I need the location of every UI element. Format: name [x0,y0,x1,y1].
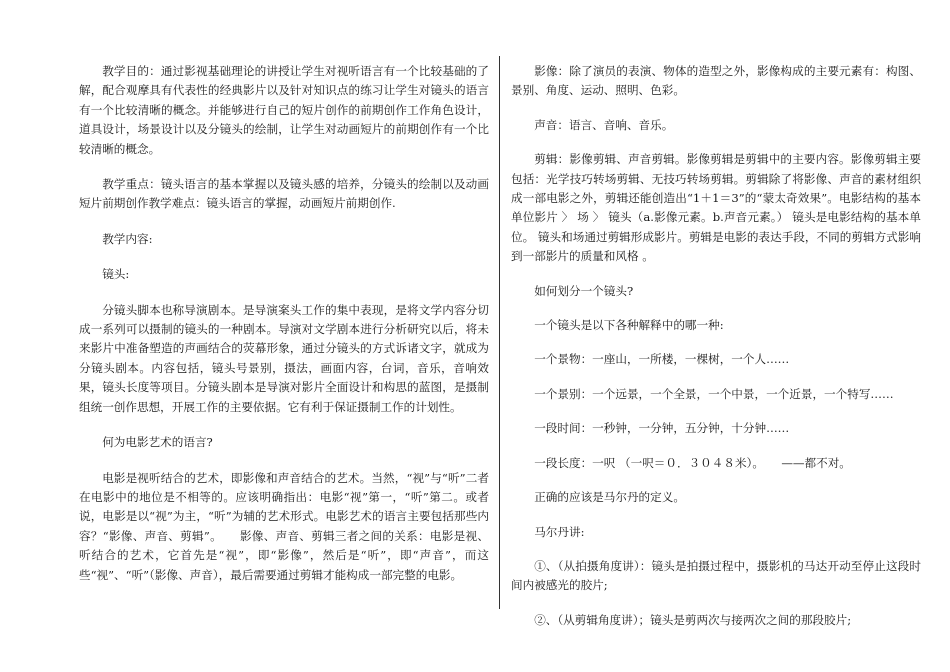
teaching-content-heading: 教学内容: [102,231,153,246]
how-to-divide-shot-question: 如何划分一个镜头? [534,283,634,298]
shot-heading: 镜头: [102,267,130,282]
shot-size-example: 一个景别：一个远景，一个全景，一个中景，一个近景，一个特写…… [534,386,894,401]
teaching-objective-paragraph: 教学目的：通过影视基础理论的讲授让学生对视听语言有一个比较基础的了解，配合观摩具有代表性的经典影片以及针对知识点的练习让学生对镜头的语言有一个比较清晰的概念。并能够进行自己的短片创作的前期创作工作角色设计，道具设计，场景设计以及分镜头的绘制，让学生对动画短片的前期创作有一个比较清晰的概念。 [79,64,489,156]
scene-example: 一个景物：一座山，一所楼，一棵树，一个人…… [534,352,790,367]
martin-says-heading: 马尔丹讲: [534,524,585,539]
column-divider [499,56,500,609]
film-language-question: 何为电影艺术的语言? [102,435,213,450]
left-column [79,62,489,601]
editing-paragraph: 剪辑：影像剪辑、声音剪辑。影像剪辑是剪辑中的主要内容。影像剪辑主要包括：光学技巧转场剪辑、无技巧转场剪辑。剪辑除了将影像、声音的素材组织成一部电影之外，剪辑还能创造出“1＋1＝3”的“蒙太奇效果”。电影结构的基本单位影片 〉 场 〉 镜头（a.影像元素。b.声音元素。） 镜头是电影结构的基本单位。 镜头和场通过剪辑形成影片。剪辑是电影的表达手段，不同的剪辑方式影响到一部影片的质量和风格 。 [511,152,921,264]
sound-paragraph: 声音：语言、音响、音乐。 [534,117,674,132]
image-paragraph: 影像：除了演员的表演、物体的造型之外，影像构成的主要元素有：构图、景别、角度、运动、照明、色彩。 [511,64,921,98]
martin-definition-intro: 正确的应该是马尔丹的定义。 [534,490,685,505]
storyboard-script-paragraph: 分镜头脚本也称导演剧本。是导演案头工作的集中表现，是将文学内容分切成一系列可以摄制的镜头的一种剧本。导演对文学剧本进行分析研究以后，将未来影片中准备塑造的声画结合的荧幕形象，通过分镜头的方式诉诸文字，就成为分镜头剧本。内容包括，镜头号景别，摄法，画面内容，台词，音乐，音响效果，镜头长度等项目。分镜头剧本是导演对影片全面设计和构思的蓝图，是摄制组统一创作思想，开展工作的主要依据。它有利于保证摄制工作的计划性。 [79,302,489,414]
length-example: 一段长度：一呎 （一呎＝０．３０４８米）。 ——都不对。 [534,455,851,470]
time-example: 一段时间：一秒钟，一分钟，五分钟，十分钟…… [534,421,790,436]
martin-definition-1: ①、（从拍摄角度讲）：镜头是拍摄过程中，摄影机的马达开动至停止这段时间内被感光的胶片; [511,558,921,593]
right-column [511,62,921,645]
teaching-focus-paragraph: 教学重点：镜头语言的基本掌握以及镜头感的培养，分镜头的绘制以及动画短片前期创作教学难点：镜头语言的掌握，动画短片前期创作. [79,177,489,211]
audiovisual-art-paragraph: 电影是视听结合的艺术，即影像和声音结合的艺术。当然，“视”与“听”二者在电影中的地位是不相等的。应该明确指出：电影“视”第一，“听”第二。或者说，电影是以“视”为主，“听”为辅的艺术形式。电影艺术的语言主要包括那些内容？“影像、声音、剪辑”。 影像、声音、剪辑三者之间的关系：电影是视、听结合的艺术，它首先是“视”，即“影像”，然后是“听”，即“声音”，而这些“视”、“听”（影像、声音），最后需要通过剪辑才能构成一部完整的电影。 [79,470,489,582]
martin-definition-2: ②、（从剪辑角度讲）；镜头是剪两次与接两次之间的那段胶片; [534,612,852,627]
shot-definition-question: 一个镜头是以下各种解释中的哪一种: [534,318,724,333]
